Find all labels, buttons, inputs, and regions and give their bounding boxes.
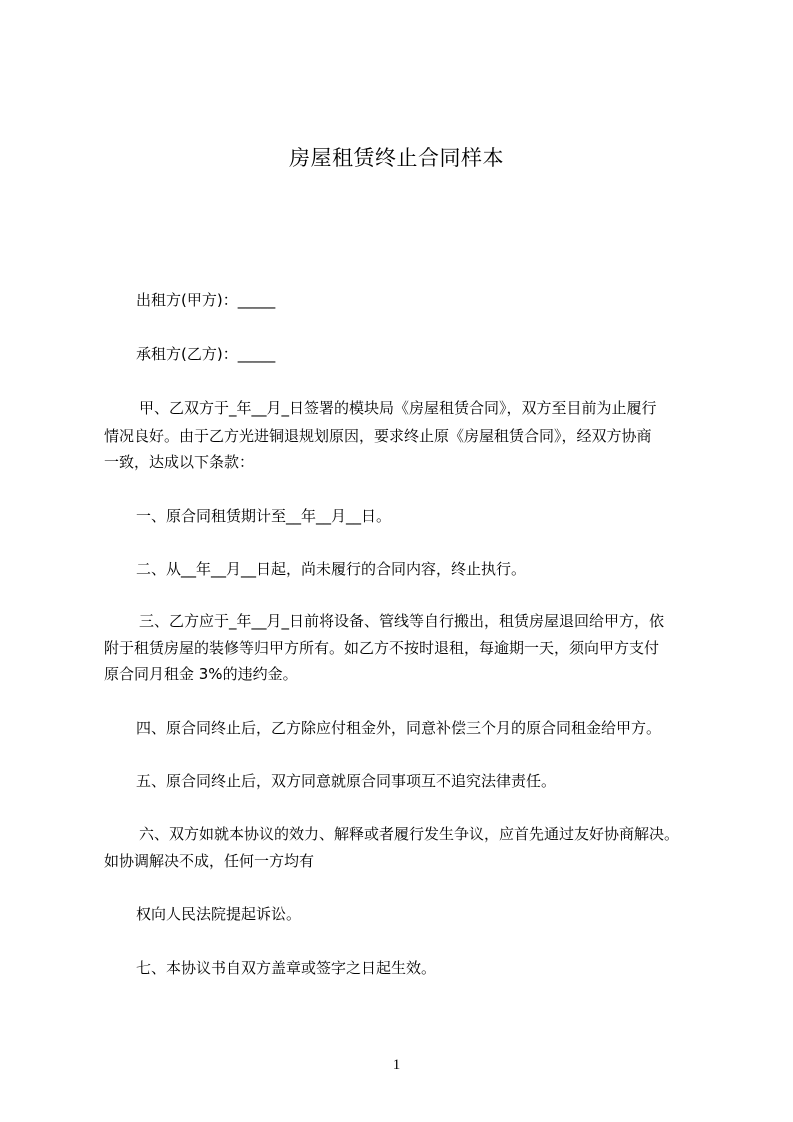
clause-3-line-1: 三、乙方应于_年__月_日前将设备、管线等自行搬出，租赁房屋退回给甲方，依: [139, 612, 665, 630]
clause-3-line-2: 附于租赁房屋的装修等归甲方所有。如乙方不按时退租，每逾期一天，须向甲方支付: [104, 639, 660, 657]
lessor-line: 出租方(甲方)：_____: [136, 291, 276, 309]
clause-6-continuation: 权向人民法院提起诉讼。: [136, 905, 302, 923]
clause-4: 四、原合同终止后，乙方除应付租金外，同意补偿三个月的原合同租金给甲方。: [136, 719, 662, 737]
clause-7: 七、本协议书自双方盖章或签字之日起生效。: [136, 959, 437, 977]
intro-line-2: 情况良好。由于乙方光进铜退规划原因，要求终止原《房屋租赁合同》，经双方协商: [104, 427, 652, 445]
clause-2: 二、从__年__月__日起，尚未履行的合同内容，终止执行。: [136, 560, 527, 578]
page-number: 1: [392, 1057, 401, 1073]
lessee-line: 承租方(乙方)：_____: [136, 345, 276, 363]
intro-line-1: 甲、乙双方于_年__月_日签署的模块局《房屋租赁合同》，双方至目前为止履行: [139, 399, 657, 417]
clause-6-line-2: 如协调解决不成，任何一方均有: [104, 852, 315, 870]
clause-3-line-3: 原合同月租金 3%的违约金。: [104, 665, 298, 683]
intro-line-3: 一致，达成以下条款：: [104, 453, 255, 471]
clause-6-line-1: 六、双方如就本协议的效力、解释或者履行发生争议，应首先通过友好协商解决。: [139, 825, 680, 843]
document-title: 房屋租赁终止合同样本: [289, 146, 504, 170]
clause-5: 五、原合同终止后，双方同意就原合同事项互不追究法律责任。: [136, 772, 557, 790]
clause-1: 一、原合同租赁期计至__年__月__日。: [136, 507, 392, 525]
